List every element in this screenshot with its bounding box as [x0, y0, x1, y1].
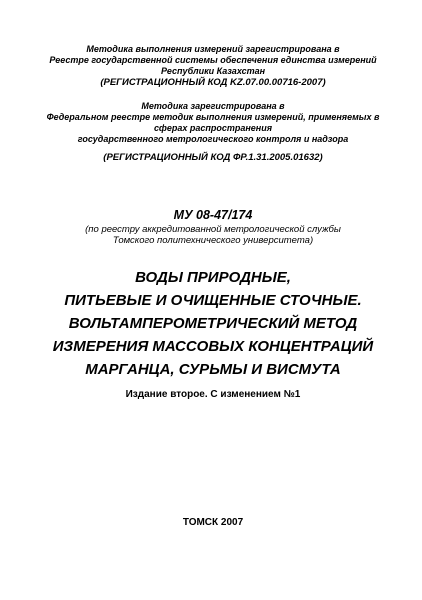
ru-registration-line: Методика зарегистрирована в [141, 101, 285, 111]
document-title [30, 266, 396, 381]
registry-note-line: (по реестру аккредитованной метрологической службы [85, 224, 341, 235]
kz-registration-line: Республики Казахстан [160, 66, 266, 76]
ru-registration-line: Федеральном реестре методик выполнения измерений, применяемых в [46, 112, 380, 122]
ru-registration-block [40, 101, 386, 145]
ru-registration-code: (РЕГИСТРАЦИОННЫЙ КОД ФР.1.31.2005.01632) [103, 152, 323, 163]
registry-note [40, 224, 386, 246]
kz-registration-line: Реестре государственной системы обеспечения единства измерений [49, 55, 377, 65]
title-line: ВОДЫ ПРИРОДНЫЕ, [135, 269, 291, 286]
title-line: МАРГАНЦА, СУРЬМЫ И ВИСМУТА [85, 361, 341, 378]
registry-note-line: Томского политехнического университета) [112, 235, 314, 246]
kz-registration-line: Методика выполнения измерений зарегистрирована в [86, 44, 340, 54]
ru-registration-line: сферах распространения [153, 123, 273, 133]
title-line: ПИТЬЕВЫЕ И ОЧИЩЕННЫЕ СТОЧНЫЕ. [64, 292, 362, 309]
ru-registration-line: государственного метрологического контроля и надзора [77, 134, 349, 144]
place-year: ТОМСК 2007 [182, 517, 244, 528]
kz-registration-code: (РЕГИСТРАЦИОННЫЙ КОД KZ.07.00.00716-2007) [100, 77, 326, 88]
kz-registration-block [40, 44, 386, 89]
title-line: ВОЛЬТАМПЕРОМЕТРИЧЕСКИЙ МЕТОД [68, 315, 358, 332]
title-line: ИЗМЕРЕНИЯ МАССОВЫХ КОНЦЕНТРАЦИЙ [52, 338, 374, 355]
document-number: МУ 08-47/174 [173, 208, 253, 222]
edition-note: Издание второе. С изменением №1 [125, 389, 301, 400]
